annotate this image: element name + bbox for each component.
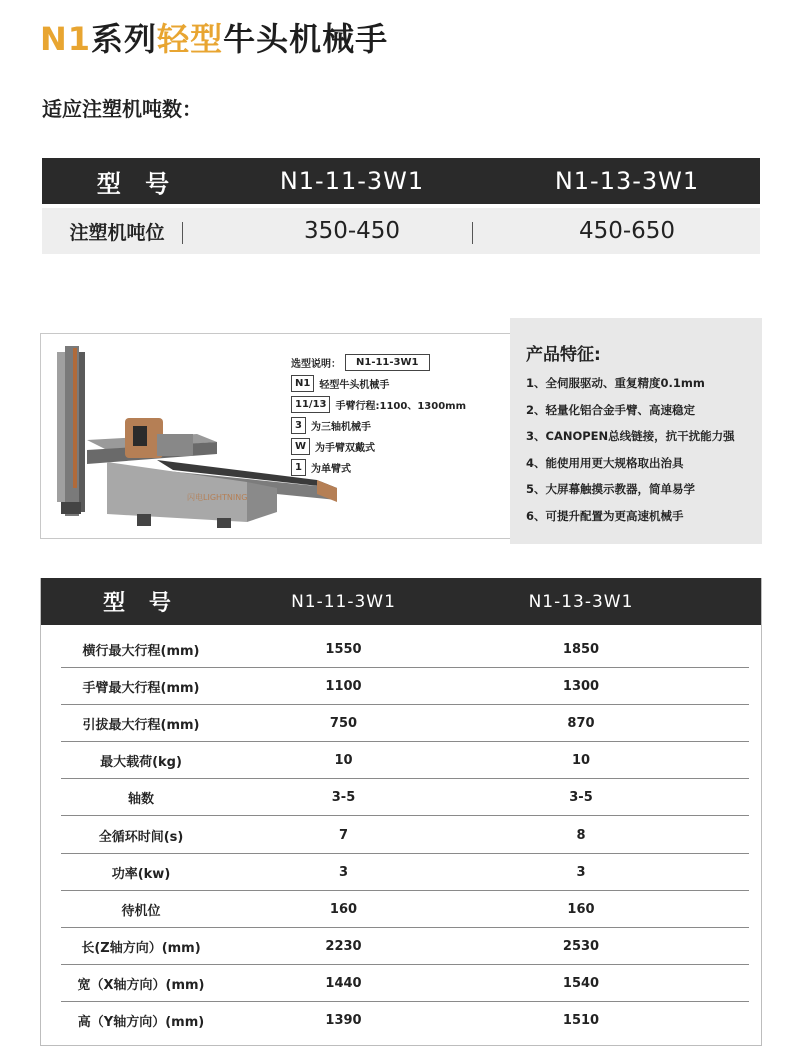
legend-code: W (291, 438, 310, 455)
spec-label: 最大载荷(kg) (100, 755, 182, 771)
tonnage-header-col2: N1-13-3W1 (554, 167, 700, 195)
spec-label: 高（Y轴方向）(mm) (77, 1015, 205, 1030)
legend-code: 3 (291, 417, 306, 434)
title-model: N1 (40, 20, 92, 58)
spec-value: 7 (338, 827, 349, 843)
divider (472, 222, 473, 244)
spec-value: 1100 (325, 679, 362, 695)
table-row (41, 779, 761, 816)
feature-item: 5、大屏幕触摸示教器，简单易学 (526, 482, 695, 497)
legend-code: 1 (291, 459, 306, 476)
tonnage-header-model: 型 号 (96, 169, 178, 198)
features-list (526, 370, 735, 530)
feature-item: 6、可提升配置为更高速机械手 (526, 508, 684, 523)
spec-table (40, 578, 762, 1046)
tonnage-row-value1: 350-450 (303, 218, 401, 244)
feature-item: 1、全伺服驱动、重复精度0.1mm (526, 376, 705, 390)
spec-label: 引拔最大行程(mm) (82, 718, 200, 734)
page-title (40, 14, 388, 60)
feature-item: 3、CANOPEN总线链接，抗干扰能力强 (526, 429, 735, 444)
spec-value: 10 (571, 753, 591, 769)
table-row (41, 668, 761, 705)
spec-value: 3-5 (331, 790, 356, 806)
table-row (41, 1002, 761, 1039)
spec-value: 10 (334, 753, 353, 769)
spec-header-col2: N1-13-3W1 (528, 591, 634, 612)
spec-value: 160 (567, 901, 595, 917)
spec-label: 手臂最大行程(mm) (82, 681, 200, 697)
legend-desc: 为手臂双戴式 (315, 443, 376, 454)
spec-value: 1510 (562, 1013, 600, 1028)
spec-table-header (41, 578, 761, 625)
spec-value: 3 (576, 864, 586, 880)
spec-header-model: 型 号 (103, 591, 179, 616)
features-panel (510, 318, 762, 544)
spec-value: 1550 (325, 642, 362, 657)
tonnage-row-label: 注塑机吨位 (69, 221, 165, 244)
divider (182, 222, 183, 244)
spec-label: 待机位 (121, 903, 161, 919)
spec-label: 全循环时间(s) (98, 829, 184, 845)
legend-desc: 为三轴机械手 (310, 422, 371, 433)
tonnage-table-row (42, 208, 760, 254)
table-row (41, 817, 761, 854)
tonnage-table-header (42, 158, 760, 204)
legend-desc: 轻型牛头机械手 (319, 380, 390, 391)
spec-label: 宽（X轴方向）(mm) (77, 977, 205, 993)
model-legend (291, 352, 466, 478)
spec-label: 长(Z轴方向）(mm) (81, 940, 201, 956)
table-row (41, 928, 761, 965)
legend-desc: 为单臂式 (310, 464, 351, 475)
spec-value: 2230 (325, 938, 362, 954)
spec-value: 2530 (562, 938, 600, 954)
product-image-panel (40, 333, 516, 539)
spec-label: 横行最大行程(mm) (82, 644, 200, 659)
spec-value: 8 (576, 827, 586, 843)
spec-value: 3-5 (569, 790, 593, 806)
table-row (41, 705, 761, 742)
spec-header-col1: N1-11-3W1 (291, 591, 396, 612)
spec-value: 160 (329, 901, 358, 917)
spec-label: 功率(kw) (111, 866, 171, 882)
spec-value: 1440 (325, 975, 362, 991)
tonnage-header-col1: N1-11-3W1 (279, 167, 425, 195)
legend-code: 11/13 (291, 396, 330, 413)
spec-value: 1850 (562, 642, 600, 657)
spec-value: 870 (567, 716, 595, 732)
features-title: 产品特征: (526, 345, 601, 365)
feature-item: 4、能使用用更大规格取出治具 (526, 455, 684, 470)
title-accent: 轻型 (157, 20, 224, 58)
legend-code: N1 (291, 375, 314, 392)
table-row (41, 891, 761, 928)
spec-label: 轴数 (127, 792, 154, 808)
legend-desc: 手臂行程:1100、1300mm (335, 401, 466, 412)
title-series: 系列 (91, 20, 158, 58)
spec-value: 3 (338, 864, 349, 880)
spec-value: 750 (329, 716, 358, 732)
title-product: 牛头机械手 (223, 20, 389, 58)
spec-value: 1390 (325, 1013, 362, 1028)
robot-brand-label: 闪电LIGHTNING (187, 493, 248, 502)
tonnage-row-value2: 450-650 (578, 218, 676, 244)
spec-value: 1300 (562, 679, 600, 695)
table-row (41, 965, 761, 1002)
tonnage-subtitle: 适应注塑机吨数： (42, 97, 202, 121)
table-row (41, 631, 761, 668)
spec-value: 1540 (562, 975, 600, 991)
table-row (41, 854, 761, 891)
legend-model: N1-11-3W1 (345, 354, 430, 371)
table-row (41, 742, 761, 779)
feature-item: 2、轻量化铝合金手臂、高速稳定 (526, 402, 695, 417)
legend-label: 选型说明： (291, 359, 341, 370)
